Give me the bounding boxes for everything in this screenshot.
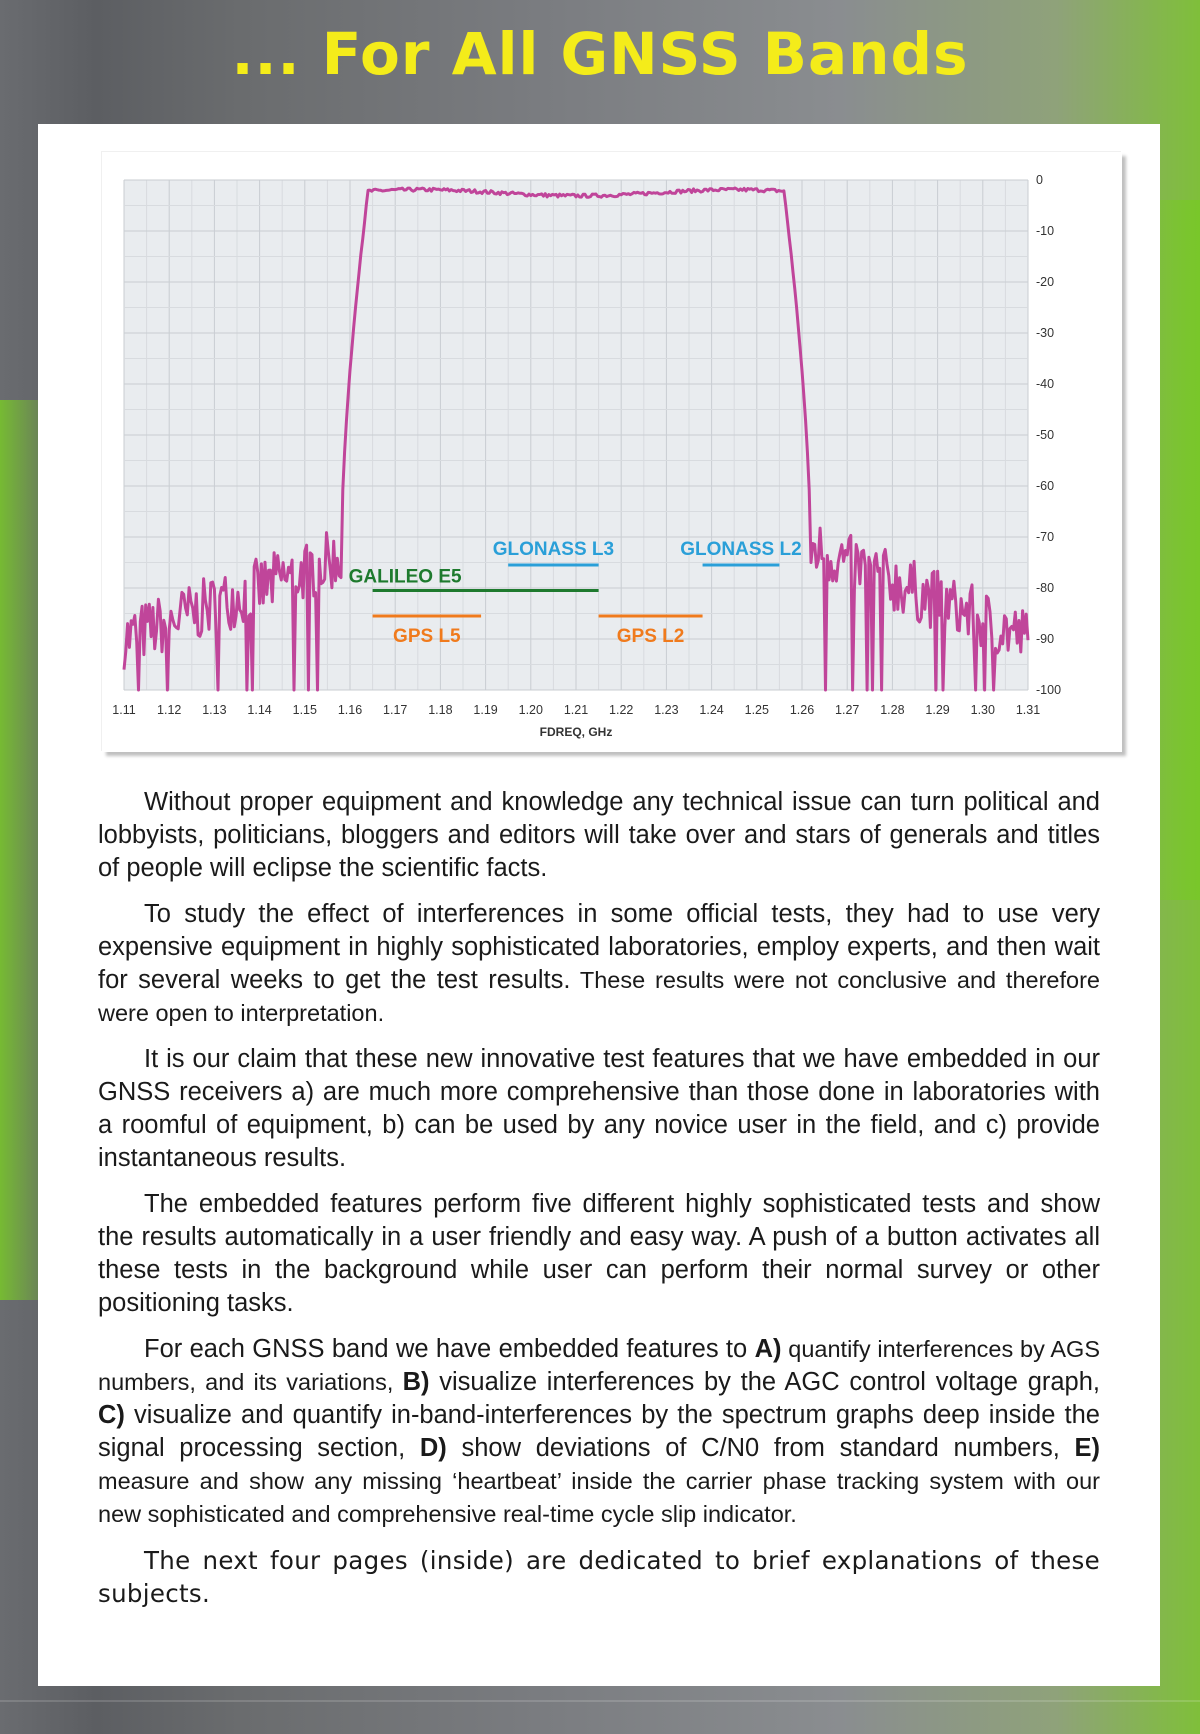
paragraph-5 (98, 1333, 1100, 1531)
band-label: GLONASS L2 (680, 539, 802, 561)
p5-item-d: show deviations of C/N0 from standard numbers, (446, 1434, 1075, 1462)
x-tick-label: 1.22 (609, 703, 634, 717)
paragraph-2 (98, 898, 1100, 1030)
x-tick-label: 1.27 (835, 703, 860, 717)
p5-key-d: D) (419, 1434, 447, 1462)
paragraph-2-tail: These results were not conclusive and therefore were open to interpretation. (98, 967, 1100, 1026)
p5-item-b: visualize interferences by the AGC control voltage graph, (429, 1368, 1100, 1396)
band-label: GPS L2 (616, 626, 685, 648)
x-tick-label: 1.31 (1015, 703, 1041, 717)
paragraph-4: The embedded features perform five different highly sophisticated tests and show the results automatically in a user friendly and easy way. A push of a button activates all these tests in the background while user can perform their normal survey or other positioning tasks. (98, 1190, 1100, 1317)
x-tick-label: 1.11 (112, 703, 136, 717)
y-tick-label: -100 (1036, 683, 1062, 697)
paragraph-3: It is our claim that these new innovative test features that we have embedded in our GNSS receivers a) are much more comprehensive than those done in laboratories with a roomful of equipment, b) can be used by any novice user in the field, and c) provide instantaneous results. (98, 1045, 1100, 1172)
p5-key-c: C) (98, 1401, 125, 1429)
x-tick-label: 1.17 (383, 703, 408, 717)
y-tick-label: -40 (1036, 377, 1055, 391)
x-tick-label: 1.13 (202, 703, 227, 717)
x-axis-label: FDREQ, GHz (539, 725, 613, 739)
paragraph-6: The next four pages (inside) are dedicated to brief explanations of these subjects. (98, 1546, 1100, 1608)
y-tick-label: 0 (1036, 173, 1043, 187)
spectrum-chart (102, 152, 1122, 752)
x-tick-label: 1.12 (157, 703, 182, 717)
band-label: GPS L5 (393, 626, 461, 648)
x-tick-label: 1.23 (654, 703, 679, 717)
y-tick-label: -70 (1036, 530, 1055, 544)
p5-key-e: E) (1074, 1434, 1100, 1462)
band-label: GALILEO E5 (348, 566, 462, 588)
p5-item-e: measure and show any missing ‘heartbeat’ inside the carrier phase tracking system with our new sophisticated and comprehensive real-time cycle slip indicator. (98, 1468, 1100, 1527)
page-title: ... For All GNSS Bands (231, 20, 969, 88)
x-tick-label: 1.16 (337, 703, 363, 717)
p5-key-b: B) (402, 1368, 430, 1396)
x-tick-label: 1.21 (563, 703, 589, 717)
x-tick-label: 1.26 (789, 703, 815, 717)
body-text (98, 786, 1100, 1623)
x-tick-label: 1.25 (744, 703, 769, 717)
spectrum-chart-svg (102, 152, 1122, 752)
p5-item-c: visualize and quantify in-band-interferences by the spectrum graphs deep inside the signal processing section, (98, 1401, 1100, 1462)
bottom-divider (0, 1700, 1200, 1702)
band-label: GLONASS L3 (492, 539, 615, 561)
x-tick-label: 1.30 (970, 703, 995, 717)
p5-item-a: quantify interferences by AGS numbers, and its variations, (98, 1336, 1100, 1395)
x-tick-label: 1.29 (925, 703, 950, 717)
x-tick-label: 1.19 (473, 703, 498, 717)
y-tick-label: -90 (1036, 632, 1055, 646)
y-tick-label: -20 (1036, 275, 1055, 289)
y-tick-label: -60 (1036, 479, 1055, 493)
x-tick-label: 1.20 (518, 703, 543, 717)
x-tick-label: 1.15 (292, 703, 317, 717)
x-tick-label: 1.14 (247, 703, 272, 717)
x-tick-label: 1.24 (699, 703, 724, 717)
x-tick-label: 1.28 (880, 703, 905, 717)
paragraph-1: Without proper equipment and knowledge any technical issue can turn political and lobbyists, politicians, bloggers and editors will take over and stars of generals and titles of people will eclipse the scientific facts. (98, 788, 1100, 882)
paragraph-2-main: To study the effect of interferences in some official tests, they had to use very expensive equipment in highly sophisticated laboratories, employ experts, and then wait for several weeks to get the test results. (98, 900, 1100, 994)
y-tick-label: -10 (1036, 224, 1055, 238)
x-tick-label: 1.18 (428, 703, 453, 717)
y-tick-label: -30 (1036, 326, 1055, 340)
y-tick-label: -50 (1036, 428, 1055, 442)
content-panel (38, 124, 1160, 1686)
y-tick-label: -80 (1036, 581, 1055, 595)
p5-key-a: A) (754, 1335, 782, 1363)
p5-intro: For each GNSS band we have embedded features to (144, 1335, 755, 1363)
